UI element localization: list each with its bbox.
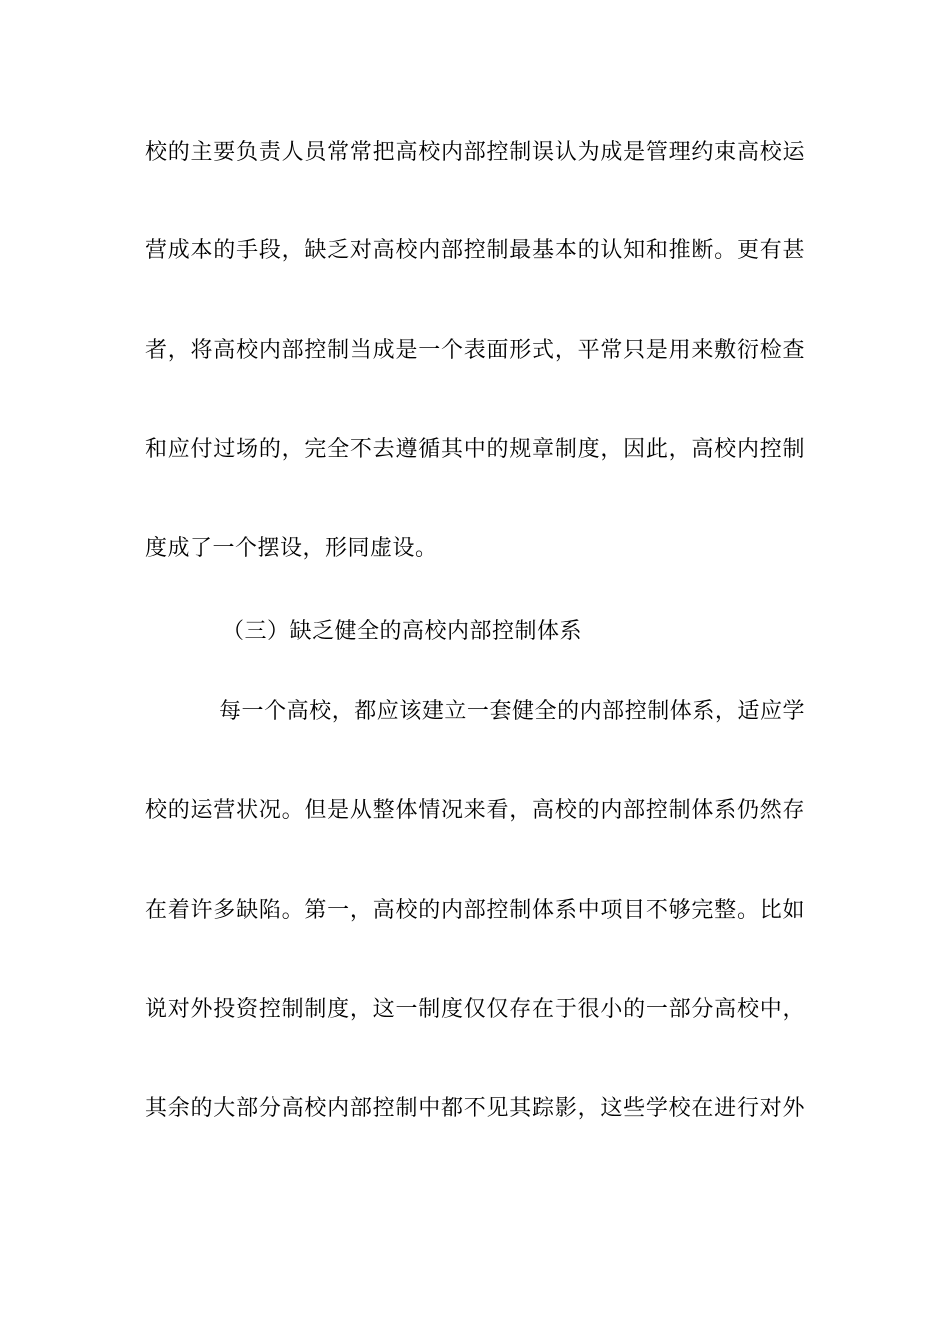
paragraph-line: 校的主要负责人员常常把高校内部控制误认为成是管理约束高校运 xyxy=(145,140,805,165)
paragraph-line: 校的运营状况。但是从整体情况来看，高校的内部控制体系仍然存 xyxy=(145,798,805,823)
paragraph-line: 说对外投资控制制度，这一制度仅仅存在于很小的一部分高校中， xyxy=(145,997,805,1022)
paragraph-line: 每一个高校，都应该建立一套健全的内部控制体系，适应学 xyxy=(219,699,805,724)
paragraph-line: 度成了一个摆设，形同虚设。 xyxy=(145,536,438,561)
paragraph-line: 其余的大部分高校内部控制中都不见其踪影，这些学校在进行对外 xyxy=(145,1096,805,1121)
paragraph-line: 在着许多缺陷。第一，高校的内部控制体系中项目不够完整。比如 xyxy=(145,898,805,923)
paragraph-line: 者，将高校内部控制当成是一个表面形式，平常只是用来敷衍检查 xyxy=(145,338,805,363)
paragraph-line: 和应付过场的，完全不去遵循其中的规章制度，因此，高校内控制 xyxy=(145,437,805,462)
section-heading: （三）缺乏健全的高校内部控制体系 xyxy=(222,619,583,644)
paragraph-line: 营成本的手段，缺乏对高校内部控制最基本的认知和推断。更有甚 xyxy=(145,238,805,263)
